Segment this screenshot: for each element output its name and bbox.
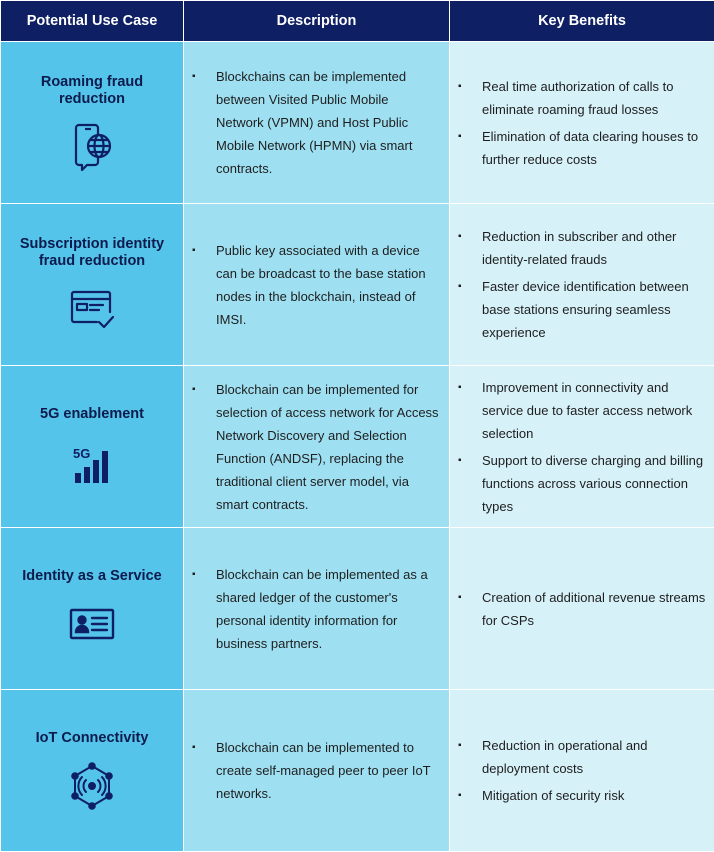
- use-case-title: IoT Connectivity: [1, 730, 183, 747]
- use-case-cell: [1, 366, 184, 528]
- table-row: [1, 690, 714, 852]
- description-list: [184, 239, 449, 331]
- use-case-cell: [1, 528, 184, 690]
- description-cell: [184, 528, 450, 690]
- description-cell: [184, 690, 450, 852]
- description-cell: [184, 42, 450, 204]
- benefits-cell: [450, 690, 714, 852]
- header-use-case: Potential Use Case: [1, 1, 184, 42]
- svg-text:5G: 5G: [73, 446, 90, 461]
- use-case-cell: [1, 204, 184, 366]
- header-key-benefits: Key Benefits: [450, 1, 714, 42]
- description-list: [184, 736, 449, 805]
- use-case-cell: [1, 690, 184, 852]
- benefits-list: [450, 225, 714, 344]
- description-item: ▪ Blockchain can be implemented for selection of access network for Access Network Discovery and Selection Function (ANDSF), replacing the traditional client server model, via smart contracts.: [216, 378, 439, 516]
- benefits-cell: [450, 42, 714, 204]
- benefits-list: [450, 734, 714, 807]
- id-card-icon: [67, 599, 117, 649]
- header-row: [1, 1, 714, 42]
- use-case-title: Roaming fraud reduction: [1, 74, 183, 108]
- use-case-cell: [1, 42, 184, 204]
- benefits-list: [450, 586, 714, 632]
- benefit-item: ▪ Real time authorization of calls to eliminate roaming fraud losses: [482, 75, 708, 121]
- description-item: ▪ Blockchain can be implemented as a shared ledger of the customer's personal identity information for business partners.: [216, 563, 439, 655]
- description-list: [184, 563, 449, 655]
- smartphone-globe-icon: [67, 122, 117, 172]
- iot-network-icon: [67, 761, 117, 811]
- table-row: [1, 42, 714, 204]
- description-cell: [184, 366, 450, 528]
- header-description: Description: [184, 1, 450, 42]
- id-card-check-icon: [67, 284, 117, 334]
- benefit-item: ▪ Improvement in connectivity and service due to faster access network selection: [482, 376, 708, 445]
- benefits-cell: [450, 204, 714, 366]
- use-case-title: Identity as a Service: [1, 568, 183, 585]
- benefit-item: ▪ Mitigation of security risk: [482, 784, 708, 807]
- benefit-item: ▪ Faster device identification between base stations ensuring seamless experience: [482, 275, 708, 344]
- description-list: [184, 65, 449, 180]
- description-item: ▪ Public key associated with a device can be broadcast to the base station nodes in the blockchain, instead of IMSI.: [216, 239, 439, 331]
- use-case-title: 5G enablement: [1, 406, 183, 423]
- benefit-item: ▪ Elimination of data clearing houses to further reduce costs: [482, 125, 708, 171]
- description-list: [184, 378, 449, 516]
- benefits-cell: [450, 528, 714, 690]
- use-case-title: Subscription identity fraud reduction: [1, 236, 183, 270]
- description-cell: [184, 204, 450, 366]
- description-item: ▪ Blockchain can be implemented to create self-managed peer to peer IoT networks.: [216, 736, 439, 805]
- 5g-signal-icon: [67, 437, 117, 487]
- benefit-item: ▪ Creation of additional revenue streams for CSPs: [482, 586, 708, 632]
- table-row: [1, 204, 714, 366]
- benefits-list: [450, 75, 714, 171]
- description-item: ▪ Blockchains can be implemented between Visited Public Mobile Network (VPMN) and Host Public Mobile Network (HPMN) via smart contracts.: [216, 65, 439, 180]
- benefits-list: [450, 376, 714, 518]
- benefit-item: ▪ Reduction in subscriber and other identity-related frauds: [482, 225, 708, 271]
- benefits-cell: [450, 366, 714, 528]
- table-row: [1, 366, 714, 528]
- benefit-item: ▪ Reduction in operational and deployment costs: [482, 734, 708, 780]
- table-row: [1, 528, 714, 690]
- benefit-item: ▪ Support to diverse charging and billing functions across various connection types: [482, 449, 708, 518]
